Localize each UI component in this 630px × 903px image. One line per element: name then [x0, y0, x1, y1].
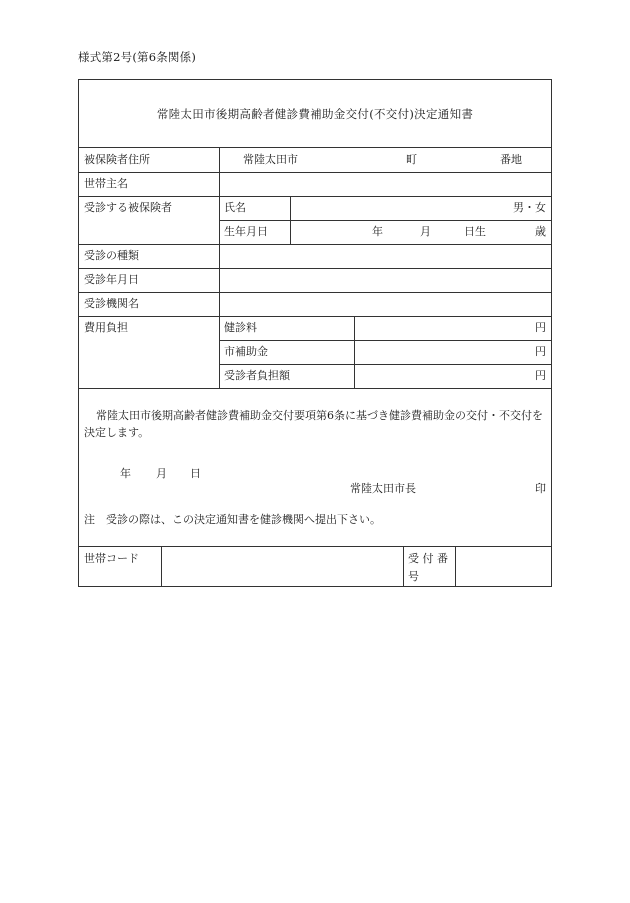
birth-date-label: 生年月日 — [224, 225, 268, 238]
submission-note: 注 受診の際は、この決定通知書を健診機関へ提出下さい。 — [84, 513, 381, 526]
document-title: 常陸太田市後期高齢者健診費補助金交付(不交付)決定通知書 — [156, 107, 474, 121]
subsidy-label: 市補助金 — [224, 345, 268, 358]
rule-after-household-head — [79, 196, 551, 197]
rule-after-address — [79, 172, 551, 173]
birth-month: 月 — [420, 225, 431, 238]
birth-year: 年 — [372, 225, 383, 238]
issuer-name: 常陸太田市長 — [350, 482, 416, 495]
address-label: 被保険者住所 — [84, 153, 150, 166]
rule-cost-sublabel — [354, 316, 355, 388]
receipt-number-label-1: 受 付 番 — [408, 552, 448, 565]
date-day: 日 — [190, 467, 201, 480]
decision-text-body: 常陸太田市後期高齢者健診費補助金交付要項第6条に基づき健診費補助金の交付・不交付を決定します。 — [84, 409, 543, 439]
insured-label: 受診する被保険者 — [84, 201, 172, 214]
rule-after-exam-date — [79, 292, 551, 293]
name-label: 氏名 — [224, 201, 246, 214]
notice-form — [78, 79, 552, 587]
household-head-label: 世帯主名 — [84, 177, 128, 190]
birth-day: 日生 — [464, 225, 486, 238]
rule-after-facility — [79, 316, 551, 317]
date-month: 月 — [156, 467, 167, 480]
decision-text — [84, 407, 546, 441]
exam-fee-label: 健診料 — [224, 321, 257, 334]
rule-before-footer — [79, 546, 551, 547]
rule-top-table — [79, 147, 551, 148]
cost-label: 費用負担 — [84, 321, 128, 334]
seal-mark: 印 — [535, 482, 546, 495]
rule-after-exam-fee — [219, 340, 551, 341]
form-number-label: 様式第2号(第6条関係) — [78, 50, 197, 64]
subsidy-unit: 円 — [535, 345, 546, 358]
exam-type-label: 受診の種類 — [84, 249, 139, 262]
receipt-number-label-2: 号 — [408, 570, 419, 583]
date-year: 年 — [120, 467, 131, 480]
rule-insured-sublabel — [290, 196, 291, 244]
rule-label-column — [219, 147, 220, 388]
exam-date-label: 受診年月日 — [84, 273, 139, 286]
patient-share-unit: 円 — [535, 369, 546, 382]
rule-after-name — [219, 220, 551, 221]
rule-footer-3 — [455, 546, 456, 587]
facility-label: 受診機関名 — [84, 297, 139, 310]
address-city: 常陸太田市 — [243, 153, 298, 166]
rule-footer-2 — [403, 546, 404, 587]
gender-options: 男・女 — [513, 201, 546, 214]
address-lot: 番地 — [500, 153, 522, 166]
age-unit: 歳 — [535, 225, 546, 238]
household-code-label: 世帯コード — [84, 552, 139, 565]
rule-after-cost — [79, 388, 551, 389]
exam-fee-unit: 円 — [535, 321, 546, 334]
rule-footer-1 — [161, 546, 162, 587]
rule-after-subsidy — [219, 364, 551, 365]
rule-after-exam-type — [79, 268, 551, 269]
patient-share-label: 受診者負担額 — [224, 369, 290, 382]
rule-after-birth — [79, 244, 551, 245]
address-town: 町 — [406, 153, 417, 166]
